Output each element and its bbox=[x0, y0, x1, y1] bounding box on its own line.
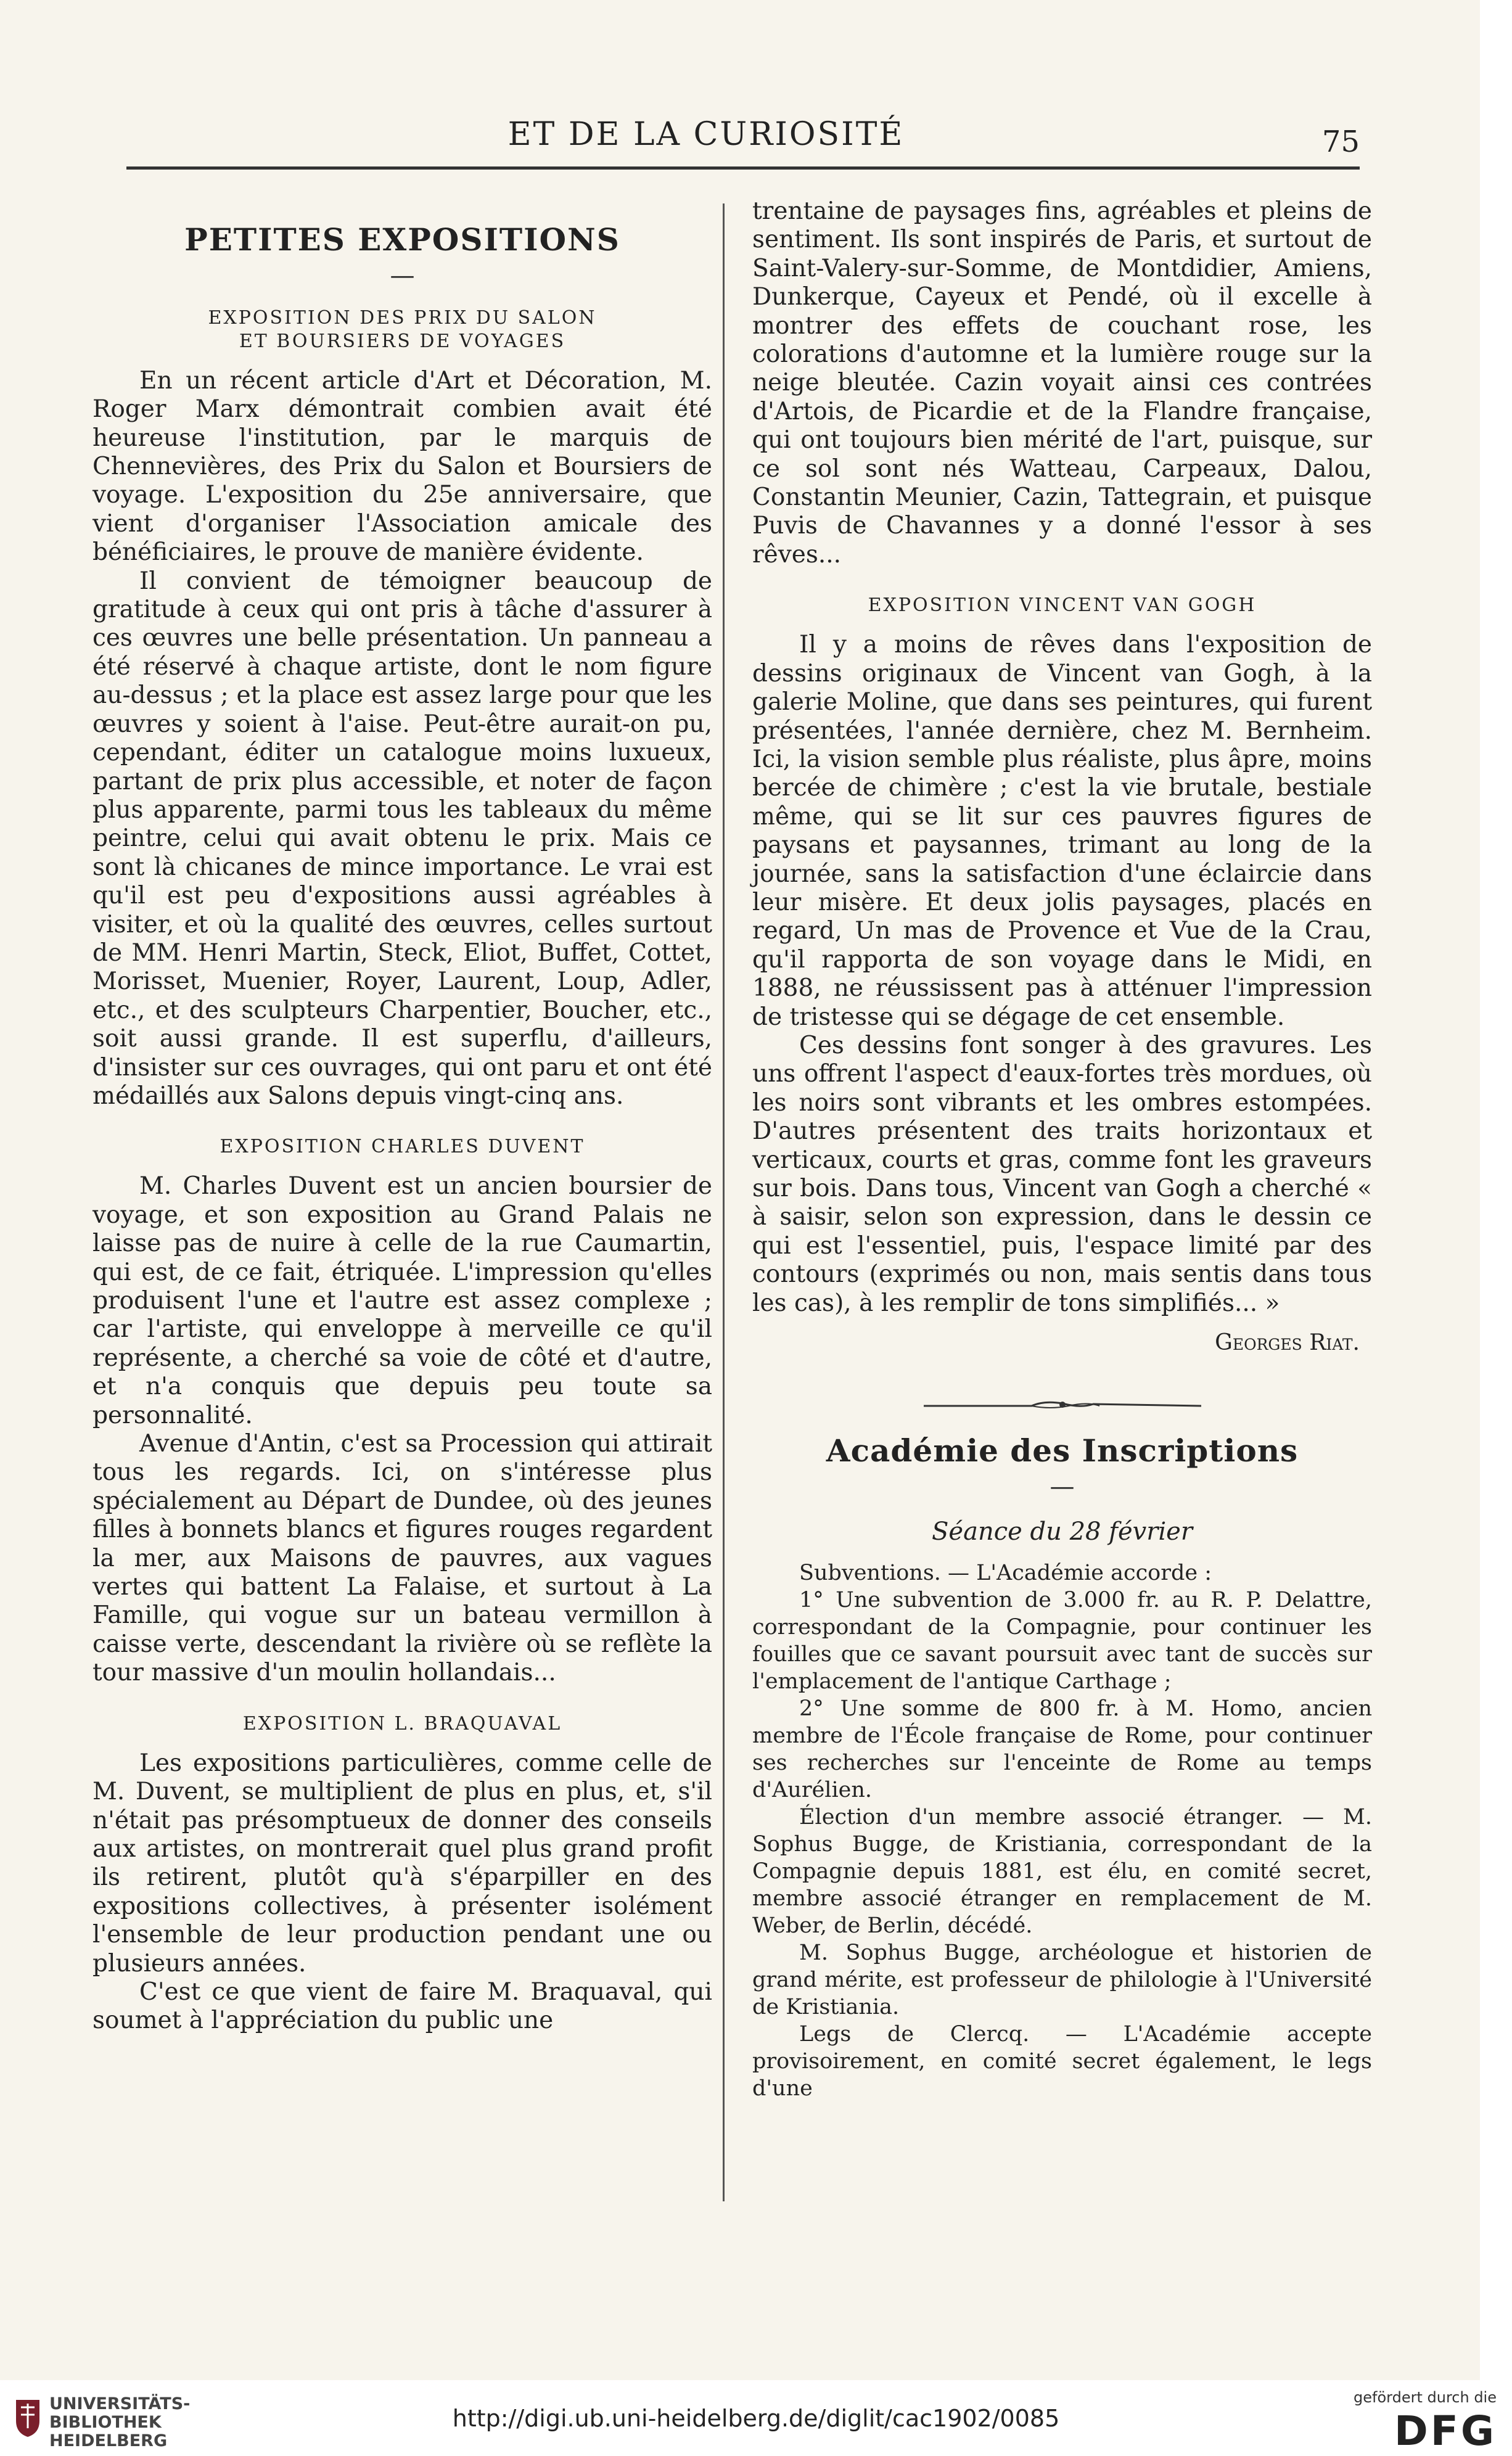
paragraph: Il convient de témoigner beaucoup de gratitude à ceux qui ont pris à tâche d'assurer à ces œuvres une belle présentation. Un panneau a été réservé à chaque artiste, dont le nom figure au-dessus ; et la place est assez large pour que les œuvres y soient à l'aise. Peut-être aurait-on pu, cependant, éditer un catalogue moins luxueux, partant de prix plus accessible, et noter de façon plus apparente, parmi tous les tableaux du même peintre, celui qui avait obtenu le prix. Mais ce sont là chicanes de mince importance. Le vrai est qu'il est peu d'expositions aussi agréables à visiter, et où la qualité des œuvres, celles surtout de MM. Henri Martin, Steck, Eliot, Buffet, Cottet, Morisset, Muenier, Royer, Laurent, Loup, Adler, etc., et des sculpteurs Charpentier, Boucher, etc., soit aussi grande. Il est superflu, d'ailleurs, d'insister sur ces ouvrages, qui ont paru et ont été médaillés aux Salons depuis vingt-cinq ans. bbox=[92, 567, 712, 1110]
section-title-academie: Académie des Inscriptions bbox=[826, 1432, 1299, 1469]
academie-notes bbox=[752, 1559, 1372, 2102]
page-number: 75 bbox=[1321, 125, 1360, 159]
paragraph: C'est ce que vient de faire M. Braquaval, qui soumet à l'appréciation du public une bbox=[92, 1978, 712, 2035]
subheading-prix-du-salon: EXPOSITION DES PRIX DU SALON ET BOURSIERS DE VOYAGES bbox=[208, 306, 597, 352]
subheading-charles-duvent: EXPOSITION CHARLES DUVENT bbox=[220, 1136, 585, 1158]
ornament-divider-icon bbox=[752, 1389, 1372, 1418]
seance-date: Séance du 28 février bbox=[932, 1517, 1193, 1546]
paragraph: trentaine de paysages fins, agréables et pleins de sentiment. Ils sont inspirés de Paris, et surtout de Saint-Valery-sur-Somme, de Montdidier, Amiens, Dunkerque, Cayeux et Pendé, où il excelle à montrer des effets de couchant rose, les colorations d'automne et la lumière rouge sur la neige bleutée. Cazin voyait ainsi ces contrées d'Artois, de Picardie et de la Flandre française, qui ont toujours bien mérité de l'art, puisque, sur ce sol sont nés Watteau, Carpeaux, Dalou, Constantin Meunier, Cazin, Tattegrain, et puisque Puvis de Chavannes y a donné l'essor à ses rêves... bbox=[752, 197, 1372, 569]
running-header bbox=[126, 116, 1360, 165]
title-dash: — bbox=[390, 261, 415, 290]
left-column bbox=[92, 197, 712, 2035]
paragraph: Les expositions particulières, comme celle de M. Duvent, se multiplient de plus en plus, et, s'il n'était pas présomptueux de donner des conseils aux artistes, on montrerait quel plus grand profit ils retirent, plutôt qu'à s'éparpiller en des expositions collectives, à présenter isolément l'ensemble de leur production pendant une ou plusieurs années. bbox=[92, 1749, 712, 1978]
library-name: UNIVERSITÄTS- BIBLIOTHEK HEIDELBERG bbox=[49, 2394, 191, 2450]
right-column bbox=[752, 197, 1372, 2102]
paragraph: Legs de Clercq. — L'Académie accepte provisoirement, en comité secret également, le legs d'une bbox=[752, 2022, 1372, 2101]
paragraph: Il y a moins de rêves dans l'exposition de dessins originaux de Vincent van Gogh, à la galerie Moline, que dans ses peintures, qui furent présentées, l'année dernière, chez M. Bernheim. Ici, la vision semble plus réaliste, plus âpre, moins bercée de chimère ; c'est la vie brutale, bestiale même, qui se lit sur ces pauvres figures de paysans et paysannes, trimant au long de la journée, sans la satisfaction d'une éclaircie dans leur misère. Et deux jolis paysages, placés en regard, Un mas de Provence et Vue de la Crau, qu'il rapporta de son voyage dans le Midi, en 1888, ne réussissent pas à atténuer l'impression de tristesse qui se dégage de cet ensemble. bbox=[752, 631, 1372, 1031]
paragraph: Ces dessins font songer à des gravures. Les uns offrent l'aspect d'eaux-fortes très mordues, où les noirs sont vibrants et les ombres estompées. D'autres présentent des traits horizontaux et verticaux, courts et gras, comme font les graveurs sur bois. Dans tous, Vincent van Gogh a cherché « à saisir, selon son expression, dans le dessin ce qui est l'essentiel, puis, l'espace limité par des contours (exprimés ou non, mais sentis dans tous les cas), à les remplir de tons simplifiés... » bbox=[752, 1031, 1372, 1317]
running-title: ET DE LA CURIOSITÉ bbox=[507, 116, 905, 153]
paragraph: Élection d'un membre associé étranger. — M. Sophus Bugge, de Kristiania, correspondant de la Compagnie depuis 1881, est élu, en comité secret, membre associé étranger en remplacement de M. Weber, de Berlin, décédé. bbox=[752, 1805, 1372, 1939]
header-rule bbox=[126, 166, 1360, 170]
dfg-logo: DFG bbox=[1394, 2407, 1497, 2455]
column-divider bbox=[723, 203, 725, 2201]
ornament-divider-graphic bbox=[921, 1398, 1204, 1411]
title-dash: — bbox=[1050, 1472, 1075, 1501]
paragraph: Avenue d'Antin, c'est sa Procession qui attirait tous les regards. Ici, on s'intéresse plus spécialement au Départ de Dundee, où des jeunes filles à bonnets blancs et figures rouges regardent la mer, aux Maisons de pauvres, aux vagues vertes qui battent La Falaise, et surtout à La Famille, qui vogue sur un bateau vermillon à caisse verte, descendant la rivière où se reflète la tour massive d'un moulin hollandais... bbox=[92, 1430, 712, 1687]
subheading-braquaval: EXPOSITION L. BRAQUAVAL bbox=[242, 1712, 562, 1735]
author-signature: Georges Riat. bbox=[1215, 1330, 1360, 1356]
subheading-van-gogh: EXPOSITION VINCENT VAN GOGH bbox=[868, 594, 1257, 617]
paragraph: 2° Une somme de 800 fr. à M. Homo, ancien membre de l'École française de Rome, pour continuer ses recherches sur l'enceinte de Rome au temps d'Aurélien. bbox=[752, 1696, 1372, 1803]
paragraph: M. Sophus Bugge, archéologue et historien de grand mérite, est professeur de philologie à l'Université de Kristiania. bbox=[752, 1941, 1372, 2020]
section-title-petites-expositions: PETITES EXPOSITIONS bbox=[184, 221, 620, 258]
paragraph: En un récent article d'Art et Décoration, M. Roger Marx démontrait combien avait été heureuse l'institution, par le marquis de Chennevières, des Prix du Salon et Boursiers de voyage. L'exposition du 25e anniversaire, que vient d'organiser l'Association amicale des bénéficiaires, le prouve de manière évidente. bbox=[92, 366, 712, 567]
paragraph: 1° Une subvention de 3.000 fr. au R. P. Delattre, correspondant de la Compagnie, pour continuer les fouilles que ce savant poursuit avec tant de succès sur l'emplacement de l'antique Carthage ; bbox=[752, 1588, 1372, 1694]
digitization-footer bbox=[0, 2380, 1512, 2456]
source-url[interactable]: http://digi.ub.uni-heidelberg.de/diglit/cac1902/0085 bbox=[452, 2405, 1060, 2432]
funding-note: gefördert durch die bbox=[1354, 2389, 1497, 2406]
paragraph: M. Charles Duvent est un ancien boursier de voyage, et son exposition au Grand Palais ne laisse pas de nuire à celle de la rue Caumartin, qui est, de ce fait, étriquée. L'impression qu'elles produisent l'une et l'autre est assez complexe ; car l'artiste, qui enveloppe à merveille ce qu'il représente, a cherché sa voie de côté et d'autre, et n'a conquis que depuis peu toute sa personnalité. bbox=[92, 1172, 712, 1429]
paragraph: Subventions. — L'Académie accorde : bbox=[799, 1561, 1212, 1586]
